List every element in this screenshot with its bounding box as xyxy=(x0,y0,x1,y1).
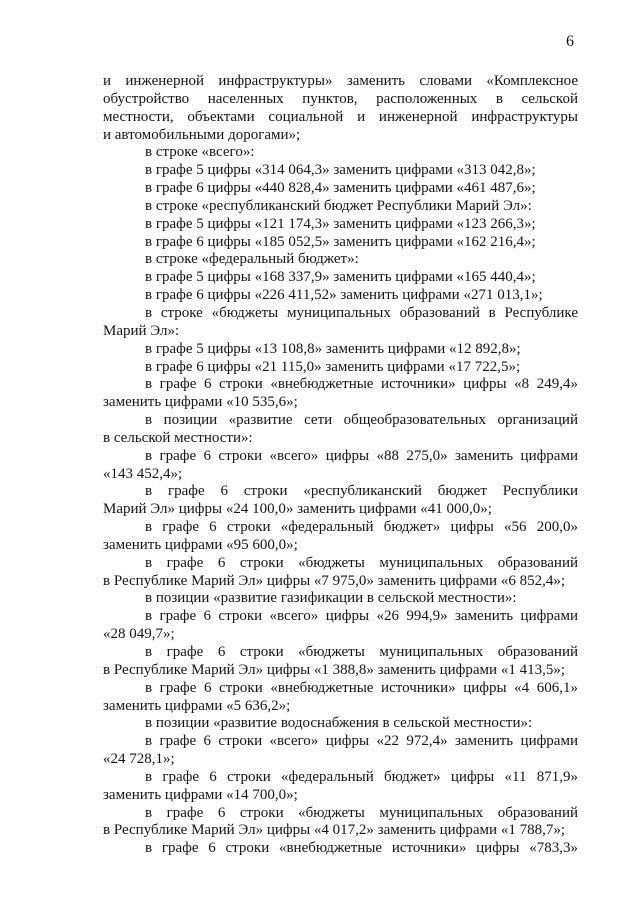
text-line: заменить цифрами «5 636,2»; xyxy=(103,697,291,714)
text-line: в строке «федеральный бюджет»: xyxy=(145,251,359,268)
text-line: в графе 6 строки «всего» цифры «22 972,4» заменить цифрами xyxy=(145,733,578,750)
text-line: в Республике Марий Эл» цифры «4 017,2» заменить цифрами «1 788,7»; xyxy=(103,822,565,839)
text-line: в Республике Марий Эл» цифры «1 388,8» заменить цифрами «1 413,5»; xyxy=(103,661,565,678)
text-line: в строке «всего»: xyxy=(145,144,255,161)
text-line: Марий Эл» цифры «24 100,0» заменить цифрами «41 000,0»; xyxy=(103,501,492,518)
text-line: в графе 6 строки «всего» цифры «88 275,0» заменить цифрами xyxy=(145,447,578,464)
text-line: в графе 6 строки «бюджеты муниципальных образований xyxy=(145,554,578,571)
text-line: и инженерной инфраструктуры» заменить словами «Комплексное xyxy=(103,73,578,89)
text-line: в графе 6 цифры «185 052,5» заменить цифрами «162 216,4»; xyxy=(145,233,536,250)
text-line: в позиции «развитие сети общеобразовательных организаций xyxy=(145,412,578,429)
text-line: в графе 6 строки «внебюджетные источники» цифры «4 606,1» xyxy=(145,679,578,696)
text-line: в строке «бюджеты муниципальных образований в Республике xyxy=(145,304,578,321)
text-line: в Республике Марий Эл» цифры «7 975,0» заменить цифрами «6 852,4»; xyxy=(103,572,565,589)
text-line: в графе 6 строки «бюджеты муниципальных образований xyxy=(145,644,578,660)
text-line: обустройство населенных пунктов, расположенных в сельской xyxy=(103,90,578,107)
text-line: в графе 5 цифры «13 108,8» заменить цифрами «12 892,8»; xyxy=(145,340,521,357)
text-line: в графе 6 строки «внебюджетные источники» цифры «8 249,4» xyxy=(145,376,578,393)
text-line: в графе 6 строки «федеральный бюджет» цифры «56 200,0» xyxy=(145,519,578,536)
text-line: заменить цифрами «14 700,0»; xyxy=(103,786,298,803)
text-line: в графе 5 цифры «168 337,9» заменить цифрами «165 440,4»; xyxy=(145,269,536,286)
text-line: в строке «республиканский бюджет Республики Марий Эл»: xyxy=(145,197,532,214)
text-line: «28 049,7»; xyxy=(103,626,175,643)
text-line: в графе 5 цифры «314 064,3» заменить цифрами «313 042,8»; xyxy=(145,162,536,179)
text-line: в позиции «развитие водоснабжения в сельской местности»: xyxy=(145,715,533,732)
text-line: в графе 6 цифры «440 828,4» заменить цифрами «461 487,6»; xyxy=(145,180,536,197)
text-line: в сельской местности»: xyxy=(103,429,253,446)
text-line: в графе 6 цифры «226 411,52» заменить цифрами «271 013,1»; xyxy=(145,287,543,304)
text-line: в графе 6 строки «федеральный бюджет» цифры «11 871,9» xyxy=(145,768,578,785)
text-line: заменить цифрами «10 535,6»; xyxy=(103,394,298,411)
text-line: в графе 6 строки «внебюджетные источники» цифры «783,3» xyxy=(145,840,578,857)
text-line: и автомобильными дорогами»; xyxy=(103,126,301,143)
page-number: 6 xyxy=(566,33,574,50)
text-line: «24 728,1»; xyxy=(103,751,175,768)
text-line: в графе 6 строки «всего» цифры «26 994,9» заменить цифрами xyxy=(145,608,578,625)
text-line: местности, объектами социальной и инженерной инфраструктуры xyxy=(103,108,578,125)
text-line: заменить цифрами «95 600,0»; xyxy=(103,536,298,553)
text-line: в графе 6 строки «бюджеты муниципальных образований xyxy=(145,804,578,821)
text-line: в позиции «развитие газификации в сельской местности»: xyxy=(145,590,517,607)
text-line: «143 452,4»; xyxy=(103,465,183,482)
document-body xyxy=(103,73,578,858)
text-line: в графе 6 цифры «21 115,0» заменить цифрами «17 722,5»; xyxy=(145,358,521,375)
text-line: в графе 5 цифры «121 174,3» заменить цифрами «123 266,3»; xyxy=(145,215,536,232)
text-line: Марий Эл»: xyxy=(103,322,180,339)
text-line: в графе 6 строки «республиканский бюджет Республики xyxy=(145,483,578,500)
